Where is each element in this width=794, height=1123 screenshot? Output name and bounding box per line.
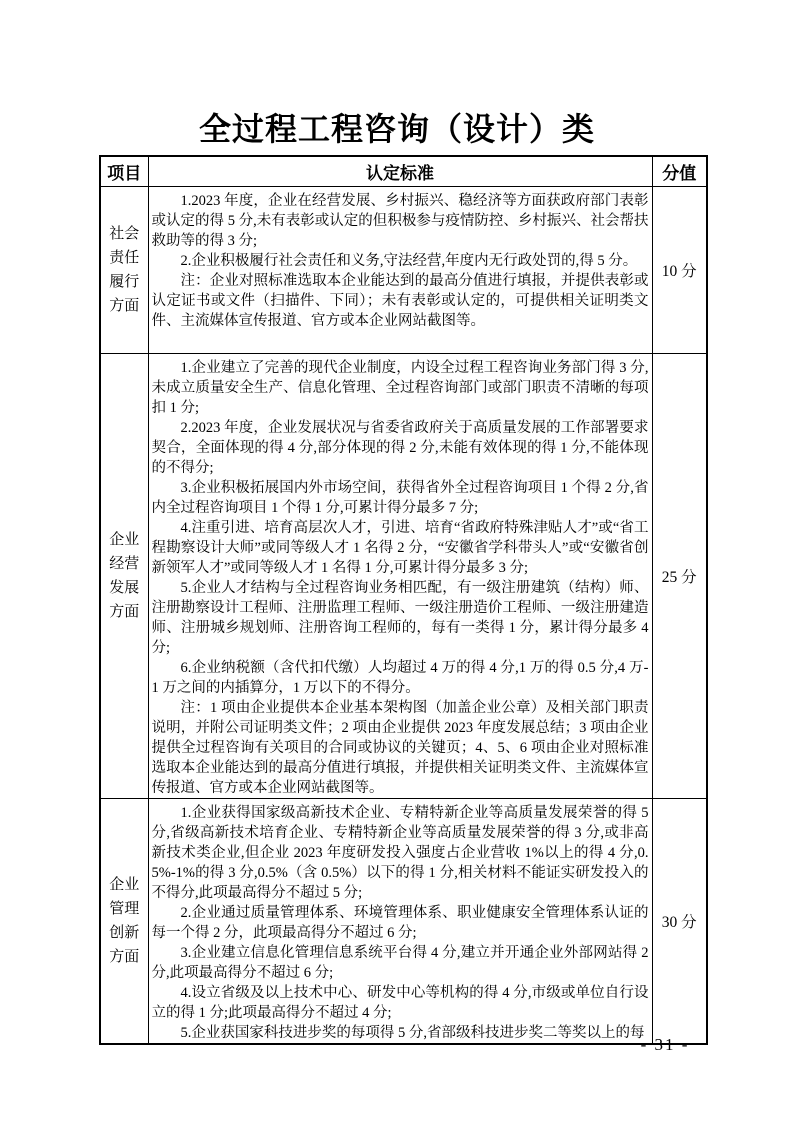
- header-cell-criteria: 认定标准: [148, 156, 652, 186]
- score-cell: 10 分: [652, 186, 707, 353]
- category-cell: 社会责任履行方面: [100, 186, 148, 353]
- criteria-paragraph: 5.企业获国家科技进步奖的每项得 5 分,省部级科技进步奖二等奖以上的每: [180, 1024, 645, 1041]
- criteria-paragraph: 1.2023 年度，企业在经营发展、乡村振兴、稳经济等方面获政府部门表彰或认定的得 5 分,未有表彰或认定的但积极参与疫情防控、乡村振兴、社会帮扶救助等的得 3 分;: [151, 192, 649, 249]
- table-row-social-responsibility: [100, 186, 707, 353]
- criteria-paragraph: 6.企业纳税额（含代扣代缴）人均超过 4 万的得 4 分,1 万的得 0.5 分,4 万-1 万之间的内插算分，1 万以下的不得分。: [151, 659, 649, 696]
- criteria-table: [99, 155, 708, 1045]
- criteria-paragraph: 4.设立省级及以上技术中心、研发中心等机构的得 4 分,市级或单位自行设立的得 1 分;此项最高得分不超过 4 分;: [151, 984, 649, 1021]
- criteria-cell: [148, 798, 652, 1044]
- table-row-management-innovation: [100, 798, 707, 1044]
- criteria-paragraph: 1.企业获得国家级高新技术企业、专精特新企业等高质量发展荣誉的得 5 分,省级高新技术培育企业、专精特新企业等高质量发展荣誉的得 3 分,或非高新技术类企业,但企业 2023 年度研发投入强度占企业营收 1%以上的得 4 分,0.5%-1%的得 3 分,0.5%（含 0.5%）以下的得 1 分,相关材料不能证实研发投入的不得分,此项最高得分不超过 5 分;: [151, 804, 649, 901]
- criteria-paragraph: 4.注重引进、培育高层次人才，引进、培育“省政府特殊津贴人才”或“省工程勘察设计大师”或同等级人才 1 名得 2 分，“安徽省学科带头人”或“安徽省创新领军人才”或同等级人才 1 名得 1 分,可累计得分最多 3 分;: [151, 519, 649, 576]
- page-title: 全过程工程咨询（设计）类: [198, 111, 595, 147]
- criteria-paragraph: 1.企业建立了完善的现代企业制度，内设全过程工程咨询业务部门得 3 分,未成立质量安全生产、信息化管理、全过程咨询部门或部门职责不清晰的每项扣 1 分;: [151, 359, 649, 416]
- page-number: - 31 -: [640, 1035, 690, 1054]
- table-row-business-development: [100, 353, 707, 798]
- score-cell: 30 分: [652, 798, 707, 1044]
- header-cell-score: 分值: [652, 156, 707, 186]
- table-header-row: [100, 156, 707, 186]
- category-cell: 企业管理创新方面: [100, 798, 148, 1044]
- criteria-paragraph: 注：1 项由企业提供本企业基本架构图（加盖企业公章）及相关部门职责说明，并附公司证明类文件；2 项由企业提供 2023 年度发展总结；3 项由企业提供全过程咨询有关项目的合同或协议的关键页；4、5、6 项由企业对照标准选取本企业能达到的最高分值进行填报，并提供相关证明类文件、主流媒体宣传报道、官方或本企业网站截图等。: [151, 699, 649, 796]
- criteria-paragraph: 注：企业对照标准选取本企业能达到的最高分值进行填报，并提供表彰或认定证书或文件（扫描件、下同）；未有表彰或认定的，可提供相关证明类文件、主流媒体宣传报道、官方或本企业网站截图等。: [151, 272, 649, 329]
- criteria-paragraph: 2.2023 年度，企业发展状况与省委省政府关于高质量发展的工作部署要求契合，全面体现的得 4 分,部分体现的得 2 分,未能有效体现的得 1 分,不能体现的不得分;: [151, 419, 649, 476]
- criteria-paragraph: 2.企业积极履行社会责任和义务,守法经营,年度内无行政处罚的,得 5 分。: [180, 252, 638, 269]
- criteria-paragraph: 3.企业积极拓展国内外市场空间，获得省外全过程咨询项目 1 个得 2 分,省内全过程咨询项目 1 个得 1 分,可累计得分最多 7 分;: [151, 479, 649, 516]
- criteria-cell: [148, 353, 652, 798]
- score-cell: 25 分: [652, 353, 707, 798]
- criteria-cell: [148, 186, 652, 353]
- criteria-paragraph: 2.企业通过质量管理体系、环境管理体系、职业健康安全管理体系认证的每一个得 2 分，此项最高得分不超过 6 分;: [151, 904, 649, 941]
- category-cell: 企业经营发展方面: [100, 353, 148, 798]
- criteria-paragraph: 3.企业建立信息化管理信息系统平台得 4 分,建立并开通企业外部网站得 2 分,此项最高得分不超过 6 分;: [151, 944, 649, 981]
- criteria-paragraph: 5.企业人才结构与全过程咨询业务相匹配，有一级注册建筑（结构）师、注册勘察设计工程师、注册监理工程师、一级注册造价工程师、一级注册建造师、注册城乡规划师、注册咨询工程师的，每有一类得 1 分，累计得分最多 4 分;: [151, 579, 649, 656]
- header-cell-project: 项目: [100, 156, 148, 186]
